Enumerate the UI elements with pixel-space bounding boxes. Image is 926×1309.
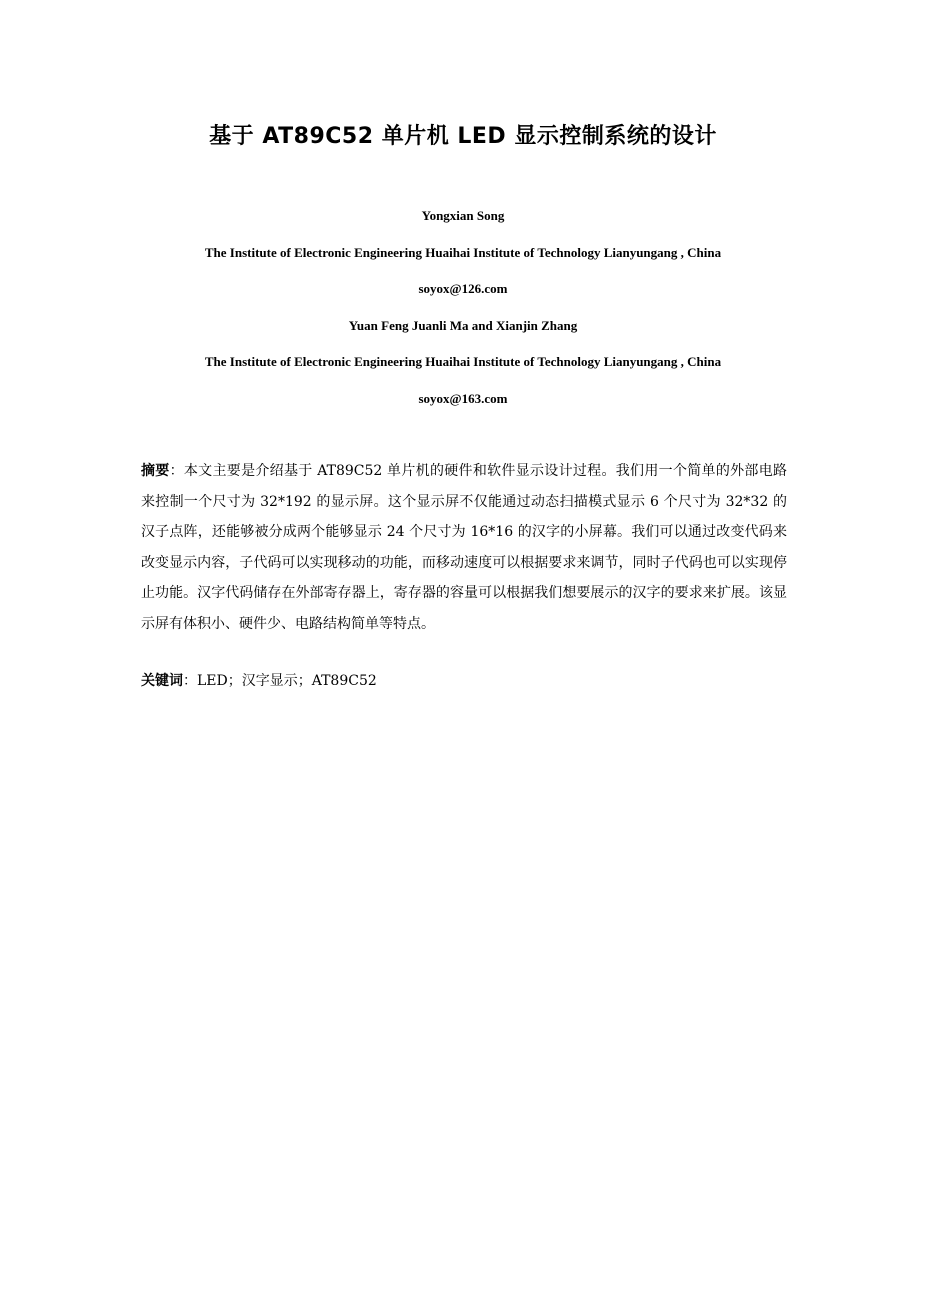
author-2-names: Yuan Feng Juanli Ma and Xianjin Zhang	[348, 317, 578, 333]
author-1-affiliation: The Institute of Electronic Engineering Huaihai Institute of Technology Lianyungang , China	[204, 244, 722, 260]
abstract-separator: ：	[169, 463, 184, 479]
author-2-affiliation: The Institute of Electronic Engineering Huaihai Institute of Technology Lianyungang , China	[204, 354, 722, 369]
keywords-label: 关键词	[141, 673, 183, 689]
keywords-separator: ：	[183, 673, 197, 689]
keywords	[141, 666, 787, 696]
abstract	[141, 456, 787, 639]
keywords-text: LED；汉字显示；AT89C52	[197, 673, 377, 689]
author-1-email: soyox@126.com	[418, 281, 508, 296]
abstract-text: 本文主要是介绍基于 AT89C52 单片机的硬件和软件显示设计过程。我们用一个简单的外部电路来控制一个尺寸为 32*192 的显示屏。这个显示屏不仅能通过动态扫描模式显示 6 个尺寸为 32*32 的汉子点阵，还能够被分成两个能够显示 24 个尺寸为 16*16 的汉字的小屏幕。我们可以通过改变代码来改变显示内容，子代码可以实现移动的功能，而移动速度可以根据要求来调节，同时子代码也可以实现停止功能。汉字代码储存在外部寄存器上，寄存器的容量可以根据我们想要展示的汉字的要求来扩展。该显示屏有体积小、硬件少、电路结构简单等特点。	[141, 463, 788, 632]
author-block	[0, 206, 926, 425]
author-1-name: Yongxian Song	[421, 208, 505, 223]
paper-title: 基于 AT89C52 单片机 LED 显示控制系统的设计	[209, 124, 717, 149]
abstract-label: 摘要	[141, 463, 170, 479]
author-2-email: soyox@163.com	[418, 390, 508, 406]
